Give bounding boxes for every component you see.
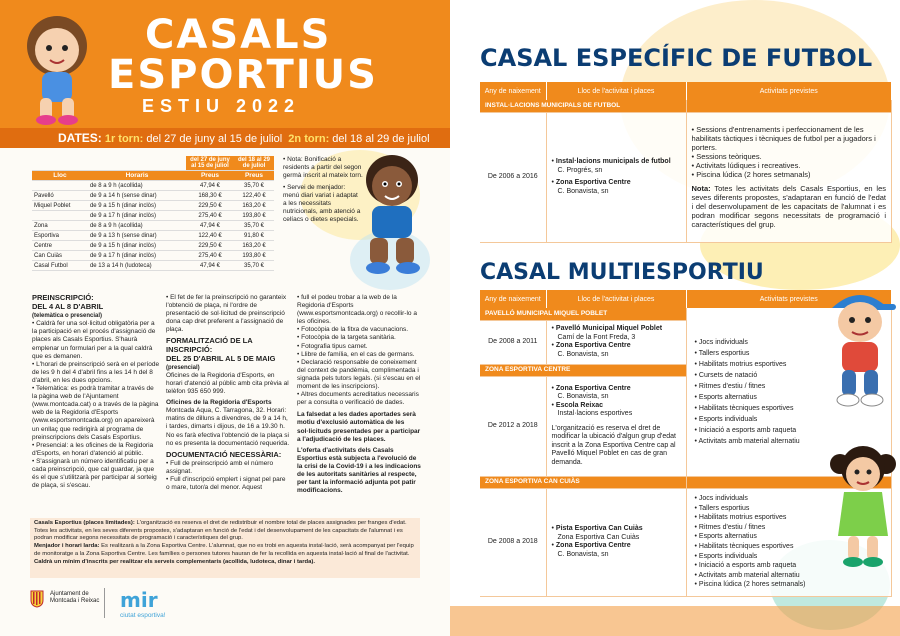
activity-item: • Esports alternatius	[695, 532, 884, 542]
price-turn2: 163,20 €	[234, 241, 274, 251]
zone-3-label: ZONA ESPORTIVA CAN CUIÀS	[480, 476, 686, 488]
zone-1-place-2: Zona Esportiva Centre	[555, 342, 631, 349]
ajuntament-logo-text	[50, 591, 99, 605]
zone-1-places	[546, 320, 686, 364]
price-row	[32, 201, 274, 211]
places-text: L'organització es reserva el dret de redistribuir el nombre total de places assignades per franges d'edat. Totes les activitats, en les seves diferents propostes, s'adaptaran en funció de l'edat i del desenvolupament de les capacitats de l'alumnat i es podran modificar segons necessitats de programació i característiques del grup.	[34, 520, 407, 542]
price-turn2: 35,70 €	[234, 221, 274, 231]
documentacio-item: • Declaració responsable de coneixement del context de pandèmia, complimentada i signada pels tutors legals. (si s'escau en el moment de les inscripcions).	[297, 359, 421, 391]
price-lloc: Centre	[32, 241, 88, 251]
price-turn2: 193,80 €	[234, 211, 274, 221]
formalitzacio-mode: (presencial)	[166, 364, 200, 371]
zone-3-year: De 2008 a 2018	[480, 488, 546, 596]
zone-1-place-2-addr: C. Bonavista, sn	[557, 350, 609, 358]
futbol-place-2-addr: C. Bonavista, sn	[557, 187, 609, 195]
formalitzacio-heading: FORMALITZACIÓ DE LA INSCRIPCIÓ:	[166, 336, 253, 354]
activity-item: • Tallers esportius	[695, 348, 884, 359]
office-title: Oficines de la Regidoria d'Esports	[166, 399, 272, 407]
places-title: Casals Esportius (places limitades):	[34, 520, 135, 526]
preinscripcio-item: • Caldrà fer una sol·licitud obligatòria per a la participació en el procés d'assignació de places als Casals Esportius. S'haurà emplenar un formulari per a la qual caldrà que es demanen.	[32, 320, 160, 360]
price-horari: de 9 a 15 h (dinar inclòs)	[88, 201, 186, 211]
documentacio-item: • Full d'inscripció emplert i signat pel pare o mare, tutor/a del menor. Aquest	[166, 476, 290, 492]
price-row	[32, 251, 274, 261]
futbol-activity: • Sessions teòriques.	[692, 152, 887, 161]
zone-3-place-1: Pista Esportiva Can Cuiàs	[555, 525, 643, 532]
preinscripcio-column	[32, 294, 160, 490]
price-turn2: 163,20 €	[234, 201, 274, 211]
ajuntament-shield-icon	[30, 590, 44, 608]
zone-2-places	[546, 376, 686, 476]
preinscripcio-item: • Telemàtica: es podrà tramitar a través de la pàgina web de l'Ajuntament (www.montcada.cat) o a través de la pàgina web de la Regidoria d'Esports (www.esportsmontcada.org) on apareixerà un enllaç que redirigirà al programa de preinscripcions dels Casals Esportius.	[32, 385, 160, 442]
activity-item: • Activitats amb material alternatiu	[695, 571, 884, 581]
covid-text: L'oferta d'activitats dels Casals Esportius està subjecta a l'evolució de la crisi de la Covid-19 i a les indicacions de les autoritats sanitàries al respecte, per tant la informació adjunta pot patir modificacions.	[297, 446, 421, 495]
price-lloc	[32, 181, 88, 191]
header-activitats: Activitats previstes	[686, 82, 892, 100]
girl-pigtails-character-illustration	[830, 440, 896, 570]
price-turn1: 229,50 €	[186, 241, 234, 251]
futbol-table	[480, 82, 892, 243]
places-info-box	[30, 518, 420, 578]
documentacio-item: • Fotografia tipus carnet.	[297, 343, 421, 351]
zone-2-place-2-addr: Instal·lacions esportives	[557, 410, 633, 418]
header-preus-2: Preus	[234, 171, 274, 181]
futbol-title: CASAL ESPECÍFIC DE FUTBOL	[480, 44, 873, 72]
activity-item: • Esports individuals	[695, 414, 884, 425]
activity-item: • Habilitats tècniques esportives	[695, 403, 884, 414]
price-horari: de 9 a 17 h (dinar inclòs)	[88, 251, 186, 261]
note-bonificacio: • Nota: Bonificació a residents a partir del segon germà inscrit al mateix torn.	[283, 156, 363, 180]
futbol-note: Totes les activitats dels Casals Esportius, en les seves diferents propostes, s'adaptaran en funció de l'edat i del desenvolupament de les capacitats de l'alumnat i es podran modificar segons necessitats de programació i característiques del grup.	[691, 184, 886, 229]
formalitzacio-column	[166, 294, 290, 492]
turn2-label: 2n torn:	[288, 133, 330, 145]
activity-item: • Habilitats motrius esportives	[695, 359, 884, 370]
price-turn2: 35,70 €	[234, 261, 274, 271]
activity-item: • Habilitats motrius esportives	[695, 513, 884, 523]
futbol-activity: • Piscina lúdica (2 hores setmanals)	[692, 170, 887, 179]
price-horari: de 9 a 15 h (dinar inclòs)	[88, 241, 186, 251]
activity-item: • Iniciació a esports amb raqueta	[695, 561, 884, 571]
price-row	[32, 191, 274, 201]
price-lloc: Pavelló	[32, 191, 88, 201]
header-preus: Preus	[186, 171, 234, 181]
price-row	[32, 231, 274, 241]
zone-1-place-1-addr: Camí de la Font Freda, 3	[557, 333, 636, 341]
minim-text: Caldrà un mínim d'inscrits per realitzar els serveis complementaris (acollida, ludoteca, dinar i tarda).	[34, 558, 315, 565]
activity-item: • Iniciació a esports amb raqueta	[695, 425, 884, 436]
turn1-label: 1r torn:	[104, 133, 144, 145]
price-table-body	[32, 181, 274, 271]
zone-2-year: De 2012 a 2018	[480, 376, 546, 476]
header-any: Any de naixement	[480, 290, 546, 308]
price-horari: de 9 a 14 h (sense dinar)	[88, 191, 186, 201]
activity-item: • Ritmes d'estiu / fitnes	[695, 381, 884, 392]
price-lloc: Esportiva	[32, 231, 88, 241]
documentacio-item: • Altres documents acreditatius necessaris per a consulta o verificació de dades.	[297, 391, 421, 407]
activity-item: • Piscina lúdica (2 hores setmanals)	[695, 580, 884, 590]
futbol-year: De 2006 a 2016	[480, 112, 546, 242]
formalitzacio-text: Oficines de la Regidoria d'Esports, en horari d'atenció al públic amb cita prèvia al telèfon 935 650 999.	[166, 371, 289, 396]
preinscripcio-item: • L'horari de preinscripció serà en el període de les 9 h del 4 d'abril fins a les 14 h del 8 d'abril, en les dues opcions.	[32, 361, 160, 385]
mir-logo: mir	[120, 588, 158, 612]
activity-item: • Jocs individuals	[695, 337, 884, 348]
header-any: Any de naixement	[480, 82, 546, 100]
header-horaris: Horaris	[88, 171, 186, 181]
right-page	[450, 0, 900, 636]
price-horari: de 8 a 9 h (acollida)	[88, 181, 186, 191]
zone-2-place-1: Zona Esportiva Centre	[555, 384, 631, 392]
price-row	[32, 211, 274, 221]
title-block	[0, 0, 450, 128]
header-lloc: Lloc de l'activitat i places	[546, 82, 686, 100]
price-turn1: 275,40 €	[186, 251, 234, 261]
documentacio-heading: DOCUMENTACIÓ NECESSÀRIA:	[166, 449, 282, 459]
documentacio-column	[297, 294, 421, 498]
futbol-place-1-addr: C. Progrés, sn	[557, 166, 603, 174]
header-turn2: del 18 al 29 de juliol	[234, 156, 274, 171]
price-lloc: Miquel Poblet	[32, 201, 88, 211]
price-turn1: 47,94 €	[186, 181, 234, 191]
menjador-text: Es realitzarà a la Zona Esportiva Centre. L'alumnat, que no es trobi en aquesta instal·lació, serà acompanyat per l'equip de monitoratge a la Zona Esportiva Centre. Les famílies o persones tutores hauran de fer la recollida en aquesta instal·lació al final de l'activitat.	[34, 543, 414, 557]
price-turn2: 91,80 €	[234, 231, 274, 241]
documentacio-item: • Fotocòpia de la targeta sanitària.	[297, 334, 421, 342]
activity-item: • Cursets de natació	[695, 370, 884, 381]
price-turn2: 35,70 €	[234, 181, 274, 191]
activity-item: • Jocs individuals	[695, 494, 884, 504]
price-horari: de 9 a 17 h (dinar inclòs)	[88, 211, 186, 221]
price-lloc	[32, 211, 88, 221]
header-lloc: Lloc de l'activitat i places	[546, 290, 686, 308]
futbol-place-2: Zona Esportiva Centre	[555, 179, 631, 186]
boy-cap-character-illustration	[822, 282, 898, 412]
zone-3-place-2-addr: C. Bonavista, sn	[557, 550, 609, 558]
price-row	[32, 221, 274, 231]
price-horari: de 9 a 13 h (sense dinar)	[88, 231, 186, 241]
preinscripcio-item: • Presencial: a les oficines de la Regidoria d'Esports, en horari d'atenció al públic.	[32, 442, 160, 458]
price-row	[32, 241, 274, 251]
futbol-activities-cell	[686, 112, 892, 242]
ajuntament-line-2: Montcada i Reixac	[50, 598, 100, 604]
zone-1-place-1: Pavelló Municipal Miquel Poblet	[555, 325, 663, 332]
activity-item: • Esports individuals	[695, 552, 884, 562]
zone-1-year: De 2008 a 2011	[480, 320, 546, 364]
zone-2-place-2: Escola Reixac	[555, 401, 603, 409]
futbol-note-label: Nota:	[691, 184, 711, 193]
price-lloc: Can Cuiàs	[32, 251, 88, 261]
header-lloc: Lloc	[32, 171, 88, 181]
falsedat-text: La falsedat a les dades aportades serà motiu d'exclusió automàtica de les sol·licituds presentades per a participar a l'adjudicació de les places.	[297, 411, 421, 443]
price-lloc: Zona	[32, 221, 88, 231]
price-turn1: 275,40 €	[186, 211, 234, 221]
preinscripcio-mode: (telemàtica o presencial)	[32, 313, 103, 320]
preinscripcio-dates: DEL 4 AL 8 D'ABRIL	[32, 302, 104, 312]
multi-title: CASAL MULTIESPORTIU	[480, 260, 764, 285]
menjador-title: Menjador i horari Iarda:	[34, 543, 100, 550]
futbol-activity: • Activitats lúdiques i recreatives.	[692, 161, 887, 170]
title-line-1: CASALS	[145, 12, 332, 58]
zone-2-label: ZONA ESPORTIVA CENTRE	[480, 364, 686, 376]
price-turn1: 47,94 €	[186, 261, 234, 271]
turn2-dates: del 18 al 29 de juliol	[329, 133, 430, 145]
price-row	[32, 261, 274, 271]
header-turn1: del 27 de juny al 15 de juliol	[186, 156, 234, 171]
preinscripcio-item: • S'assignarà un número identificatiu per a cada preinscripció, que cal guardar, ja que és el que s'utilitzarà per participar al sorteig de plaça, si s'escau.	[32, 458, 160, 490]
zone-2-note: L'organització es reserva el dret de modificar la ubicació d'algun grup d'edat inscrit a la Zona Esportiva Centre cap al Pavelló Miquel Poblet en cas de gran demanda.	[551, 424, 676, 466]
activity-item: • Ritmes d'estiu / fitnes	[695, 523, 884, 533]
price-horari: de 13 a 14 h (ludoteca)	[88, 261, 186, 271]
mir-logo-subtitle: ciutat esportiva!	[120, 612, 166, 619]
zone-3-place-2: Zona Esportiva Centre	[555, 542, 631, 549]
title-line-2: ESPORTIUS	[108, 52, 378, 98]
zone-2-place-1-addr: C. Bonavista, sn	[557, 393, 609, 401]
documentacio-item: • Llibre de família, en el cas de germans.	[297, 351, 421, 359]
price-turn1: 122,40 €	[186, 231, 234, 241]
activity-item: • Activitats amb material alternatiu	[695, 436, 884, 447]
formalitzacio-dates: DEL 25 D'ABRIL AL 5 DE MAIG	[166, 353, 276, 363]
formalitzacio-item: • El fet de fer la preinscripció no garanteix l'obtenció de plaça, ni l'ordre de presentació de sol·licitud de preinscripció dona cap dret preferent a l'assignació de plaça.	[166, 294, 290, 334]
zone-3-places	[546, 488, 686, 596]
price-row	[32, 181, 274, 191]
documentacio-item: • Fotocòpia de la fitxa de vacunacions.	[297, 326, 421, 334]
documentacio-item: • Full de preinscripció amb el número assignat.	[166, 460, 290, 476]
dates-label: DATES:	[58, 131, 102, 145]
girl-character-illustration	[14, 6, 100, 126]
zone-3-place-1-addr: Zona Esportiva Can Cuiàs	[557, 533, 640, 541]
ajuntament-line-1: Ajuntament de	[50, 591, 89, 597]
futbol-places-cell	[546, 112, 686, 242]
price-horari: de 8 a 9 h (acollida)	[88, 221, 186, 231]
turn1-dates: del 27 de juny al 15 de juliol	[143, 133, 283, 145]
activity-item: • Habilitats tècniques esportives	[695, 542, 884, 552]
header-activitats: Activitats previstes	[686, 290, 892, 308]
bottom-splash	[450, 606, 900, 636]
futbol-zone-label: INSTAL·LACIONS MUNICIPALS DE FUTBOL	[480, 100, 686, 112]
price-lloc: Casal Futbol	[32, 261, 88, 271]
activity-item: • Esports alternatius	[695, 392, 884, 403]
note-menjador: • Servei de menjador: menú diari variat i adaptat a les necessitats nutricionals, amb atenció a celíacs o dietes especials.	[283, 184, 363, 224]
price-turn2: 193,80 €	[234, 251, 274, 261]
price-table	[32, 156, 274, 271]
title-subtitle: ESTIU 2022	[142, 96, 301, 116]
price-turn2: 122,40 €	[234, 191, 274, 201]
futbol-place-1: Instal·lacions municipals de futbol	[555, 158, 671, 165]
logos-footer	[30, 586, 420, 628]
price-turn1: 47,94 €	[186, 221, 234, 231]
zone-1-label: PAVELLÓ MUNICIPAL MIQUEL POBLET	[480, 308, 686, 320]
documentacio-item: • full el podeu trobar a la web de la Regidoria d'Esports (www.esportsmontcada.org) o recollir-lo a les oficines.	[297, 294, 421, 326]
price-turn1: 229,50 €	[186, 201, 234, 211]
dates-bar	[0, 128, 450, 148]
activity-item: • Tallers esportius	[695, 504, 884, 514]
price-turn1: 168,30 €	[186, 191, 234, 201]
futbol-activity: • Sessions d'entrenaments i perfeccionament de les habilitats tàctiques i tècniques de futbol per a jugadors i porters.	[692, 125, 887, 152]
logo-divider	[104, 588, 105, 618]
preinscripcio-heading: PREINSCRIPCIÓ:	[32, 293, 94, 302]
office-text: Montcada Aqua, C. Tarragona, 32. Horari: matins de dilluns a divendres, de 9 a 14 h, i tardes, dimarts i dijous, de 16 a 19.30 h. No es farà efectiva l'obtenció de la plaça si no es presenta la documentació requerida.	[166, 407, 290, 447]
boy-character-illustration	[350, 150, 435, 280]
